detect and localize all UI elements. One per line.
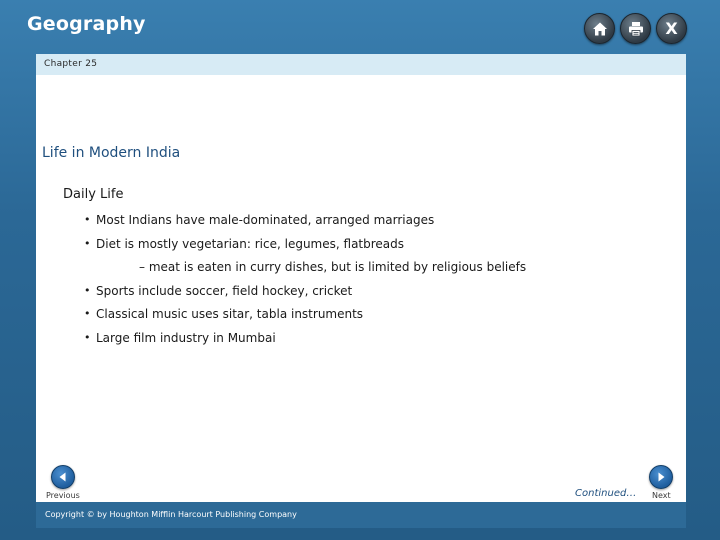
bullet-item: • Classical music uses sitar, tabla instruments <box>96 304 676 328</box>
home-icon <box>591 20 609 38</box>
arrow-right-icon <box>655 468 667 487</box>
bullet-item: • Large film industry in Mumbai <box>96 328 676 352</box>
bullet-item: • Most Indians have male-dominated, arranged marriages <box>96 210 676 234</box>
previous-button[interactable] <box>51 465 75 489</box>
chapter-bar <box>36 54 686 75</box>
bullet-item: • Diet is mostly vegetarian: rice, legumes, flatbreads <box>96 234 676 258</box>
print-button[interactable] <box>620 13 651 44</box>
slide-heading: Life in Modern India <box>42 145 181 161</box>
print-icon <box>627 20 645 38</box>
copyright-text: Copyright © by Houghton Mifflin Harcourt Publishing Company <box>45 510 297 519</box>
app-title: Geography <box>27 13 146 35</box>
chapter-label: Chapter 25 <box>44 59 98 69</box>
bullet-item: • Sports include soccer, field hockey, cricket <box>96 281 676 305</box>
close-button[interactable] <box>656 13 687 44</box>
next-label[interactable]: Next <box>652 491 671 500</box>
close-icon: X <box>665 18 678 38</box>
arrow-left-icon <box>57 468 69 487</box>
copyright-bar <box>36 502 686 528</box>
previous-label[interactable]: Previous <box>46 491 80 500</box>
home-button[interactable] <box>584 13 615 44</box>
slide-content <box>36 54 686 528</box>
sub-bullet-item: – meat is eaten in curry dishes, but is limited by religious beliefs <box>139 260 527 274</box>
continued-label: Continued… <box>575 488 637 499</box>
bullet-list <box>96 210 676 351</box>
slide-subheading: Daily Life <box>63 187 124 202</box>
next-button[interactable] <box>649 465 673 489</box>
